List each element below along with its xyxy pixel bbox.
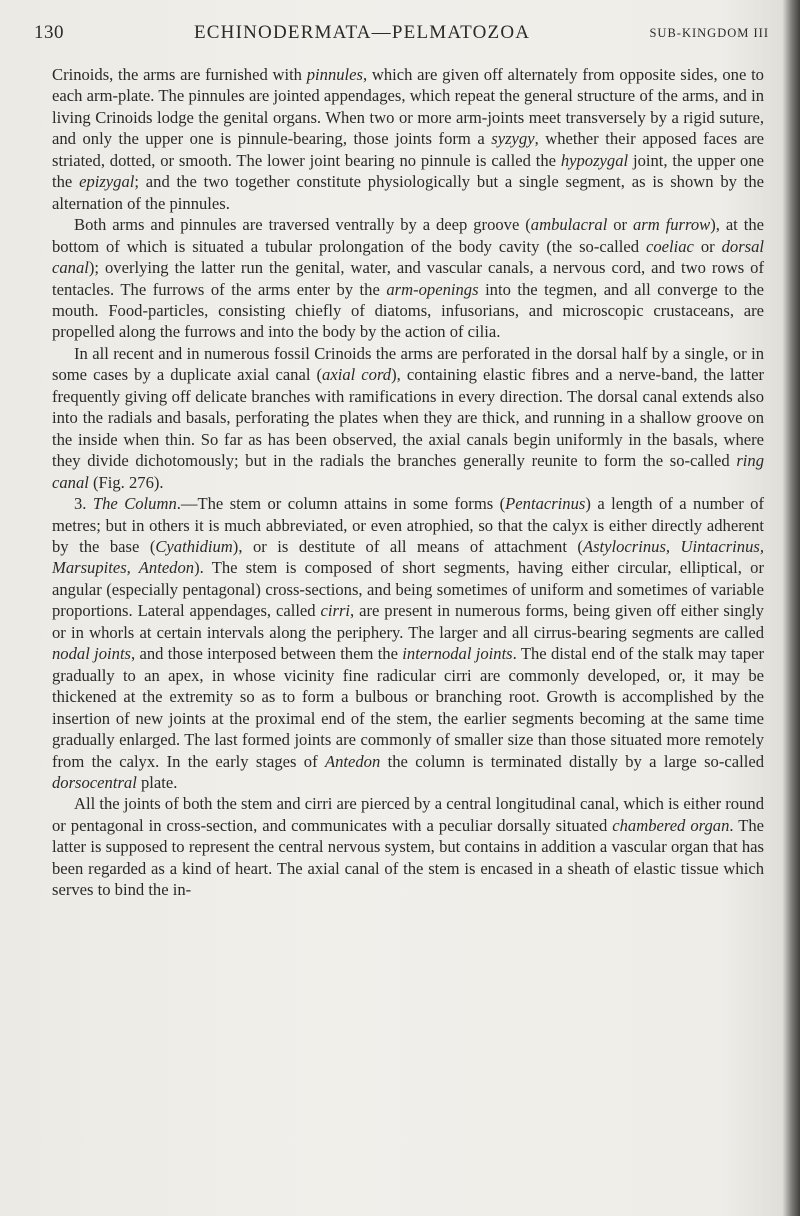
text-run: into the tegmen, and all converge to the mouth. Food-particles, consisting chiefly of diatoms, infusorians, and microscopic crustaceans, are propelled along the furrows and into the body by the action of cilia. [52,279,764,342]
italic-term: Antedon [324,751,381,771]
italic-term: axial cord [322,365,392,385]
text-run: ; and the two together constitute physiologically but a single segment, as is shown by the alternation of the pinnules. [52,172,765,213]
italic-term: pinnules [306,65,363,84]
running-title: ECHINODERMATA—PELMATOZOA [194,22,531,43]
body-text [52,64,764,901]
text-run: Both arms and pinnules are traversed ventrally by a deep groove ( [74,215,531,235]
italic-term: hypozygal [560,150,629,170]
paragraph [52,793,764,900]
page-number: 130 [34,22,64,43]
italic-term: Astylocrinus, Uintacrinus, Marsupites, Antedon [52,536,764,578]
text-run: 3. [74,494,93,514]
text-run: joint, the upper one the [52,150,764,192]
text-run: (Fig. 276). [88,472,164,492]
italic-term: dorsocentral [52,772,137,792]
text-run: . The latter is supposed to represent the central nervous system, but contains in addition a vascular organ that has been regarded as a kind of heart. The axial canal of the stem is encased in a sheath of elastic tissue which serves to bind the in- [52,815,764,900]
text-run: the column is terminated distally by a large so-called [380,751,764,771]
paragraph [52,493,764,793]
text-run: ), containing elastic fibres and a nerve-band, the latter frequently giving off delicate branches with ramifications in every direction. The dorsal canal extends also into the radials and basals, perforating the plates when they are thick, and running in a shallow groove on the inside when thin. So far as has been observed, the axial canals begin uniformly in the basals, where they divide dichotomously; but in the radials the branches generally reunite to form the so-called [52,365,764,471]
italic-term: Pentacrinus [505,494,586,514]
running-section: SUB-KINGDOM III [649,26,769,40]
italic-term: nodal joints [52,644,132,664]
italic-term: chambered organ [612,815,730,835]
text-run: . The distal end of the stalk may taper gradually to an apex, in whose vicinity fine radicular cirri are commonly developed, or, it may be thickened at the extremity so as to form a bulbous or branching root. Growth is accomplished by the insertion of new joints at the proximal end of the stem, the earlier segments becoming at the same time gradually enlarged. The last formed joints are commonly of smaller size than those situated more remotely from the calyx. In the early stages of [52,644,764,771]
text-run: plate. [136,772,178,792]
text-run: Crinoids, the arms are furnished with [52,65,307,84]
italic-term: dorsal canal [52,236,765,278]
text-run: , whether their apposed faces are striated, dotted, or smooth. The lower joint bearing no pinnule is called the [52,129,764,170]
text-run: , are present in numerous forms, being given off either singly or in whorls at certain intervals along the periphery. The larger and all cirrus-bearing segments are called [52,601,764,642]
text-run: ), or is destitute of all means of attachment ( [232,536,583,556]
italic-term: cirri [320,601,351,621]
text-run: or [693,236,722,256]
text-run: All the joints of both the stem and cirri are pierced by a central longitudinal canal, which is either round or pentagonal in cross-section, and communicates with a peculiar dorsally situated [52,794,764,835]
text-run: , which are given off alternately from opposite sides, one to each arm-plate. The pinnules are jointed appendages, which repeat the general structure of the arms, and in living Crinoids lodge the genital organs. When two or more arm-joints meet transversely by a rigid suture, and only the upper one is pinnule-bearing, those joints form a [52,65,764,149]
paragraph [52,343,764,493]
italic-term: arm furrow [632,215,711,235]
text-run: ) a length of a number of metres; but in others it is much abbreviated, or even atrophied, so that the calyx is either directly adherent by the base ( [52,494,764,556]
italic-term: Cyathidium [155,536,233,556]
text-run: .—The stem or column attains in some forms ( [176,494,506,514]
italic-term: The Column [92,494,177,514]
italic-term: ambulacral [530,215,608,235]
running-header [34,22,769,52]
italic-term: epizygal [79,172,135,192]
page-edge-shadow [782,0,800,1216]
paragraph [52,214,764,343]
italic-term: coeliac [645,236,694,256]
text-run: ), at the bottom of which is situated a tubular prolongation of the body cavity (the so-called [52,215,764,256]
text-run: , and those interposed between them the [131,644,403,664]
italic-term: ring canal [52,451,764,492]
italic-term: syzygy [491,129,535,149]
italic-term: internodal joints [402,644,513,664]
text-run: In all recent and in numerous fossil Crinoids the arms are perforated in the dorsal half by a single, or in some cases by a duplicate axial canal ( [52,343,764,385]
text-run: ); overlying the latter run the genital, water, and vascular canals, a nervous cord, and two rows of tentacles. The furrows of the arms enter by the [52,258,764,299]
text-run: ). The stem is composed of short segments, having either circular, elliptical, or angular (especially pentagonal) cross-sections, and being sometimes of uniform and sometimes of variable proportions. Lateral appendages, called [52,558,765,621]
paragraph [52,64,764,214]
italic-term: arm-openings [386,279,479,299]
text-run: or [607,215,633,235]
